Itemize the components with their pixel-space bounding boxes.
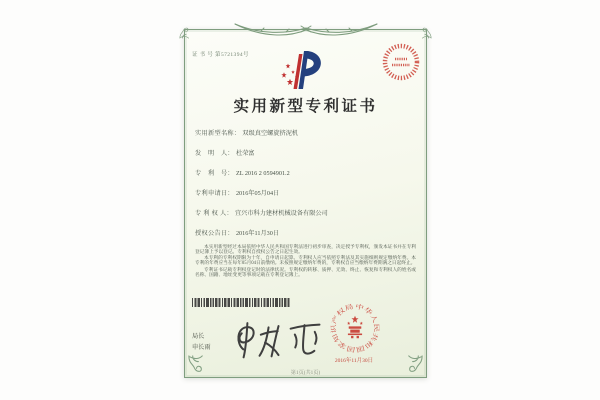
verification-stamp-icon	[379, 40, 423, 84]
national-emblem-icon	[347, 316, 363, 338]
corner-flourish-icon	[418, 25, 433, 40]
seal-ring-text: 中华人民共和国国家知识产权局	[330, 303, 380, 353]
field-label: 发 明 人：	[195, 150, 234, 157]
field-row-patentee	[195, 208, 416, 228]
body-paragraph: 本专利的专利权期限为十年，自申请日起算。专利权人应当依照专利法及其实施细则规定缴纳年费。本专利的年费应当在每年05月04日前缴纳。未按照规定缴纳年费的，专利权自应当缴纳年费期满之日起终止。	[195, 256, 416, 267]
field-value: 宜兴市科力建材机械设备有限公司	[234, 210, 328, 217]
field-value: 双级真空螺旋挤泥机	[242, 130, 299, 137]
field-label: 实用新型名称：	[195, 130, 241, 137]
corner-flourish-icon	[178, 25, 193, 40]
field-row-inventor	[195, 148, 416, 168]
field-row-filing-date	[195, 188, 416, 208]
garland-ornament-icon	[231, 21, 381, 41]
director-name: 申长雨	[192, 344, 211, 351]
official-seal-icon	[329, 302, 381, 354]
field-row-patent-no	[195, 168, 416, 188]
certificate-body-text	[195, 245, 416, 279]
cnipa-logo-icon	[277, 45, 329, 93]
patent-certificate	[184, 29, 427, 378]
field-label: 专利申请日：	[195, 190, 234, 197]
body-paragraph: 本实用新型经过本局依照中华人民共和国专利法进行初步审查，决定授予专利权，颁发本证书并在专利登记簿上予以登记。专利权自授权公告之日起生效。	[195, 245, 416, 256]
certificate-title: 实用新型专利证书	[233, 98, 378, 115]
field-value: 2016年05月04日	[235, 190, 280, 197]
field-row-name	[195, 128, 416, 148]
field-label: 授权公告日：	[195, 230, 234, 237]
body-paragraph: 专利证书记载专利权登记时的法律状况。专利权的转移、质押、无效、终止、恢复和专利权人的姓名或名称、国籍、地址变更等事项记载在专利登记簿上。	[195, 267, 416, 278]
certificate-number-label: 证 书 号	[192, 52, 214, 58]
field-value: 杜荣富	[235, 150, 255, 157]
field-value: 2016年11月30日	[235, 230, 280, 237]
certificate-fields	[195, 128, 416, 248]
field-label: 专 利 号：	[195, 170, 234, 177]
certificate-number-value: 第5721394号	[215, 52, 249, 58]
barcode	[192, 298, 290, 307]
field-value: ZL 2016 2 0594901.2	[235, 170, 290, 177]
page-footer: 第1页(共1页)	[290, 370, 321, 376]
field-label: 专 利 权 人：	[195, 210, 233, 217]
director-title: 局长	[192, 333, 205, 340]
director-block	[192, 331, 211, 353]
seal-date: 2016年11月30日	[334, 358, 374, 364]
certificate-number	[192, 50, 249, 58]
